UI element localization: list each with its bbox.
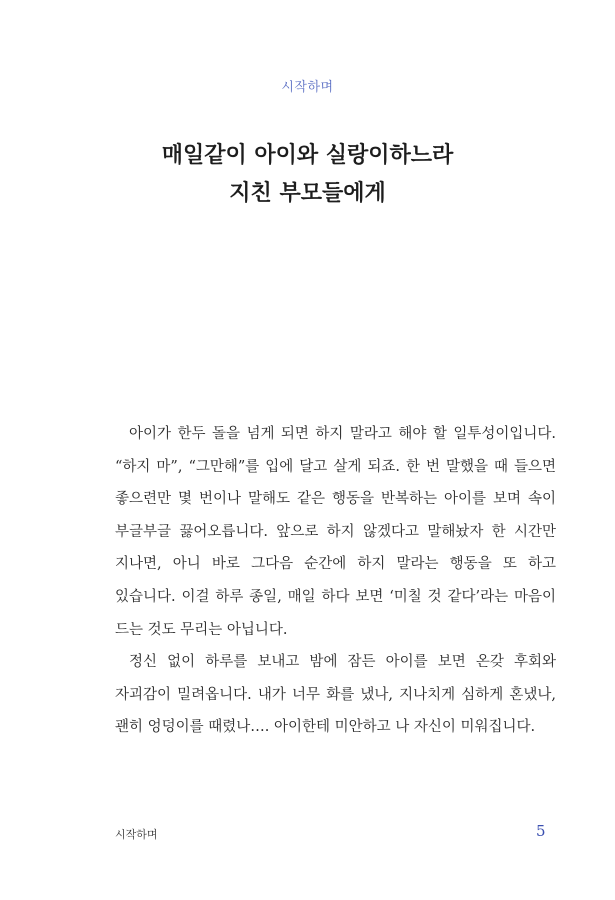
running-head-section-label: 시작하며 xyxy=(281,80,334,95)
chapter-title xyxy=(0,137,615,213)
body-paragraph-1: 아이가 한두 돌을 넘게 되면 하지 말라고 해야 할 일투성이입니다. “하지 마”, “그만해”를 입에 달고 살게 되죠. 한 번 말했을 때 들으면 좋으련만 몇 번이나 말해도 같은 행동을 반복하는 아이를 보며 속이 부글부글 끓어오릅니다. 앞으로 하지 않겠다고 말해놨자 한 시간만 지나면, 아니 바로 그다음 순간에 하지 말라는 행동을 또 하고 있습니다. 이걸 하루 종일, 매일 하다 보면 ‘미칠 것 같다’라는 마음이 드는 것도 무리는 아닙니다. xyxy=(115,426,556,638)
footer-section-label: 시작하며 xyxy=(115,828,158,841)
body-text xyxy=(115,418,556,744)
chapter-title-line-2: 지친 부모들에게 xyxy=(229,181,386,206)
page-number: 5 xyxy=(536,822,546,840)
chapter-title-line-1: 매일같이 아이와 실랑이하느라 xyxy=(161,143,454,168)
body-paragraph-2: 정신 없이 하루를 보내고 밤에 잠든 아이를 보면 온갖 후회와 자괴감이 밀려옵니다. 내가 너무 화를 냈나, 지나치게 심하게 혼냈나, 괜히 엉덩이를 때렸나…. 아이한테 미안하고 나 자신이 미워집니다. xyxy=(115,654,556,736)
